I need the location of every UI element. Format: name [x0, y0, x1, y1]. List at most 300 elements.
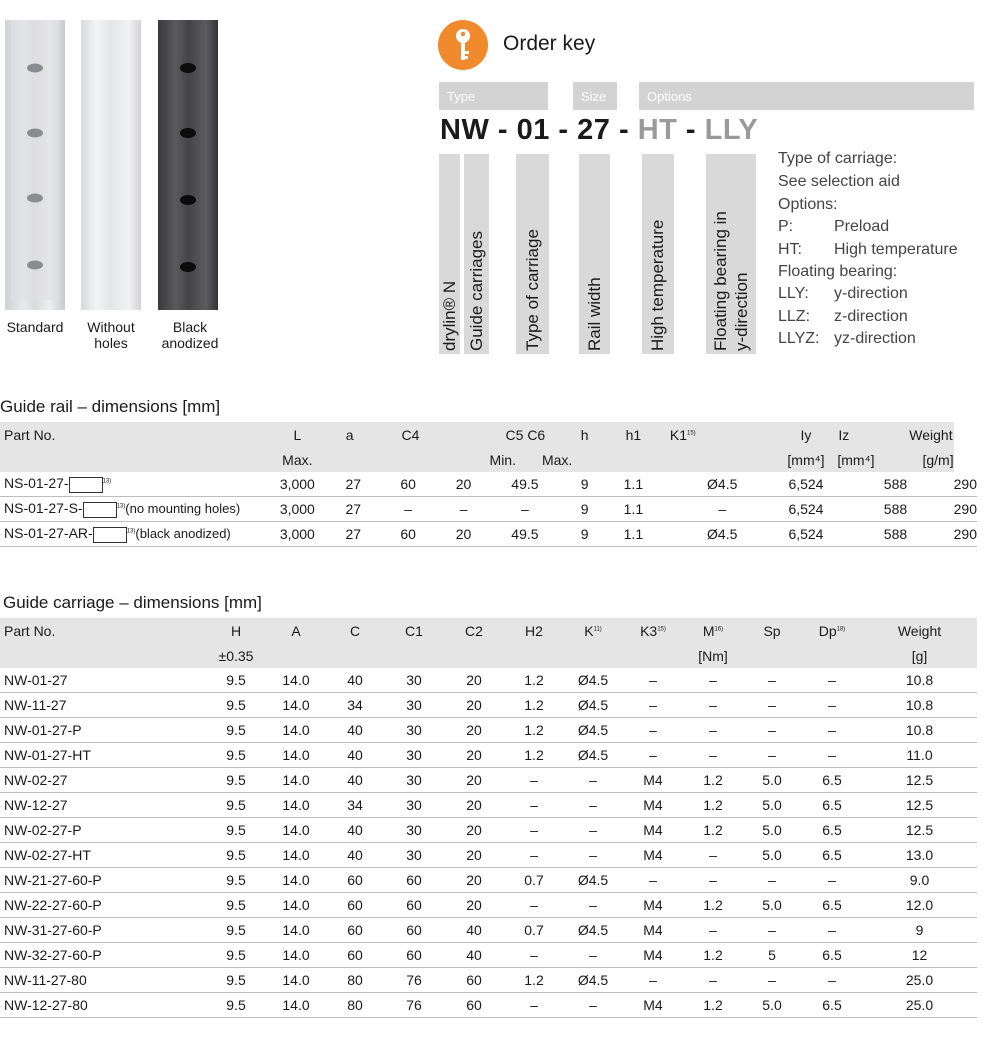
table-cell: 20 [450, 472, 478, 497]
table-cell: – [564, 818, 622, 843]
col-subheader [450, 447, 573, 472]
vlabel-text: Guide carriages [467, 230, 486, 351]
col-header-text: K [584, 622, 594, 639]
part-number: NW-02-27-P [0, 818, 206, 843]
table-cell: – [684, 693, 742, 718]
table-cell: 1.2 [684, 943, 742, 968]
without-holes-rail-graphic [81, 20, 141, 310]
table-cell: 14.0 [266, 743, 326, 768]
table-cell: 30 [384, 793, 444, 818]
rail-label-black-anodized [145, 319, 235, 351]
table-cell: 9.5 [206, 893, 266, 918]
table-cell: 20 [444, 668, 504, 693]
table-cell: 20 [444, 693, 504, 718]
table-cell: 9.5 [206, 843, 266, 868]
table-cell: 20 [444, 718, 504, 743]
legend-line [778, 263, 897, 281]
part-number: NW-22-27-60-P [0, 893, 206, 918]
table-cell: 40 [444, 918, 504, 943]
table-cell: 14.0 [266, 918, 326, 943]
footnote-ref: 16) [714, 625, 724, 632]
col-subheader [742, 643, 802, 668]
table-cell: 5.0 [742, 793, 802, 818]
table-cell: 30 [384, 718, 444, 743]
table-row [0, 943, 977, 968]
table-cell: 14.0 [266, 993, 326, 1018]
table-cell: 14.0 [266, 793, 326, 818]
table-cell: 10.8 [862, 718, 977, 743]
table-row [0, 693, 977, 718]
table-cell: 290 [954, 522, 977, 547]
table-cell: 60 [384, 868, 444, 893]
table-cell: – [564, 768, 622, 793]
table-cell: – [504, 768, 564, 793]
table-cell: 13.0 [862, 843, 977, 868]
table-cell: 80 [326, 993, 384, 1018]
table-cell: 6,524 [775, 522, 838, 547]
table-cell: 14.0 [266, 768, 326, 793]
col-header [266, 618, 326, 643]
table-cell: 80 [326, 968, 384, 993]
col-header [862, 618, 977, 643]
vlabel-text: Rail width [585, 277, 604, 351]
table-cell: 9.5 [206, 918, 266, 943]
table-cell: 9.5 [206, 943, 266, 968]
col-header-text: K1 [669, 426, 687, 443]
table-row [0, 743, 977, 768]
table-cell: 60 [326, 893, 384, 918]
col-header: L [255, 422, 340, 447]
table-cell: – [564, 943, 622, 968]
key-icon [438, 20, 488, 70]
table-cell: 40 [326, 818, 384, 843]
col-header: C5 C6 [450, 422, 573, 447]
order-code [440, 114, 758, 147]
table-cell: 6.5 [802, 943, 862, 968]
table-cell: 76 [384, 993, 444, 1018]
part-number: NW-01-27-P [0, 718, 206, 743]
table-cell: 25.0 [862, 993, 977, 1018]
table-cell: 9.5 [206, 818, 266, 843]
table-cell: 14.0 [266, 843, 326, 868]
code-type: NW [440, 114, 490, 146]
rail-label-line: Standard [6, 319, 64, 335]
legend-key: Type of carriage: [778, 150, 898, 167]
table-cell: 1.2 [504, 668, 564, 693]
table-cell: 20 [444, 818, 504, 843]
part-number: NW-21-27-60-P [0, 868, 206, 893]
part-number: NW-12-27-80 [0, 993, 206, 1018]
table-cell: – [742, 668, 802, 693]
rail-label-line: holes [94, 335, 128, 351]
rail-table-header [0, 422, 977, 447]
code-separator: - [677, 114, 705, 146]
part-number: NW-02-27 [0, 768, 206, 793]
code-separator: - [610, 114, 638, 146]
table-cell: M4 [622, 843, 684, 868]
table-cell: – [742, 693, 802, 718]
col-header: Part No. [0, 422, 255, 447]
table-cell: – [684, 743, 742, 768]
table-cell: – [684, 718, 742, 743]
legend-key: HT: [778, 241, 802, 258]
table-cell: – [450, 497, 478, 522]
order-key-title: Order key [503, 32, 596, 55]
length-input-box [69, 477, 103, 493]
table-cell: 12.5 [862, 818, 977, 843]
col-header [444, 618, 504, 643]
footnote-ref: 11) [593, 625, 602, 632]
col-subheader-text: Max. [541, 451, 573, 468]
footnote-ref: 15) [657, 625, 666, 632]
table-cell: 60 [367, 472, 450, 497]
col-header: h1 [597, 422, 670, 447]
table-cell: 588 [837, 472, 953, 497]
col-header [504, 618, 564, 643]
table-row [0, 793, 977, 818]
table-cell: 5.0 [742, 843, 802, 868]
part-number-cell [0, 522, 255, 547]
table-cell: 34 [326, 793, 384, 818]
table-cell: 6.5 [802, 768, 862, 793]
table-cell: 60 [444, 993, 504, 1018]
table-cell: 9 [862, 918, 977, 943]
table-cell: – [742, 968, 802, 993]
standard-rail-graphic [5, 20, 65, 310]
col-subheader [564, 643, 622, 668]
part-number: NS-01-27- [4, 475, 69, 492]
table-cell: – [802, 968, 862, 993]
table-cell: 60 [444, 968, 504, 993]
legend-key: LLZ: [778, 308, 811, 325]
code-separator: - [489, 114, 517, 146]
col-header [340, 422, 450, 447]
part-number: NS-01-27-AR- [4, 525, 93, 542]
col-header-text: H2 [525, 622, 543, 639]
table-cell: – [684, 968, 742, 993]
part-number: NW-11-27-80 [0, 968, 206, 993]
table-cell: Ø4.5 [564, 868, 622, 893]
legend-line [778, 196, 838, 214]
table-cell: – [684, 843, 742, 868]
table-cell: 40 [326, 743, 384, 768]
table-cell: 6.5 [802, 993, 862, 1018]
col-header-text: K3 [640, 622, 658, 639]
col-header-text: M [702, 622, 715, 639]
footnote-ref: 15) [687, 429, 696, 436]
code-carriage: 01 [516, 114, 550, 146]
col-subheader: [g] [862, 643, 977, 668]
rail-image-black-anodized [158, 20, 218, 310]
legend-key: LLY: [778, 285, 809, 302]
table-cell: 40 [326, 843, 384, 868]
table-cell: – [622, 743, 684, 768]
col-subheader: [mm⁴] [775, 447, 838, 472]
table-cell: – [684, 668, 742, 693]
table-cell: 0.7 [504, 918, 564, 943]
table-cell: Ø4.5 [564, 718, 622, 743]
table-cell: 30 [384, 768, 444, 793]
rail-label-line: Without [87, 319, 135, 335]
table-cell: 20 [444, 868, 504, 893]
table-cell: 9 [572, 522, 597, 547]
table-cell: 5.0 [742, 893, 802, 918]
table-row [0, 868, 977, 893]
table-row [0, 668, 977, 693]
col-header-text: Dp [818, 622, 837, 639]
vlabel-floating-bearing [706, 154, 756, 354]
table-cell: – [564, 893, 622, 918]
table-row [0, 893, 977, 918]
table-cell: 60 [367, 522, 450, 547]
legend-line [778, 330, 916, 348]
col-header-text: C2 [465, 622, 483, 639]
table-cell: 27 [340, 522, 367, 547]
table-cell: 9.5 [206, 668, 266, 693]
col-header-text: Iz [838, 426, 850, 443]
table-cell: M4 [622, 793, 684, 818]
table-cell: 1.2 [684, 793, 742, 818]
legend-key: LLYZ: [778, 330, 820, 347]
table-cell: 11.0 [862, 743, 977, 768]
legend-line [778, 241, 958, 259]
table-cell: 1.2 [504, 743, 564, 768]
table-cell: 6.5 [802, 793, 862, 818]
footnote-ref: 18) [836, 625, 846, 632]
table-cell: Ø4.5 [670, 472, 775, 497]
table-cell: 9.5 [206, 768, 266, 793]
table-cell: – [802, 718, 862, 743]
col-header [0, 618, 206, 643]
col-header: h [572, 422, 597, 447]
table-cell: – [742, 743, 802, 768]
table-cell: 5 [742, 943, 802, 968]
col-subheader [326, 643, 384, 668]
table-cell: 290 [954, 472, 977, 497]
table-cell: 1.2 [684, 893, 742, 918]
table-cell: 3,000 [255, 472, 340, 497]
col-header-text: Part No. [4, 622, 56, 639]
table-cell: 1.2 [684, 768, 742, 793]
table-cell: 27 [340, 497, 367, 522]
rail-label-without-holes [66, 319, 156, 351]
col-subheader [444, 643, 504, 668]
col-header [384, 618, 444, 643]
legend-line [778, 308, 908, 326]
col-header-text: Sp [763, 622, 781, 639]
vlabel-text: Type of carriage [523, 229, 542, 351]
table-row [0, 718, 977, 743]
table-cell: 588 [837, 522, 953, 547]
table-cell: 49.5 [478, 472, 573, 497]
table-row [0, 993, 977, 1018]
col-subheader [504, 643, 564, 668]
table-row [0, 472, 977, 497]
col-subheader [0, 643, 206, 668]
code-size: 27 [577, 114, 611, 146]
rail-table-title: Guide rail – dimensions [mm] [0, 397, 221, 416]
col-subheader: Max. [255, 447, 340, 472]
col-header-text: a [345, 426, 354, 443]
table-cell: 6.5 [802, 893, 862, 918]
vlabel-rail-width [579, 154, 610, 354]
table-cell: M4 [622, 893, 684, 918]
col-header: Iy [775, 422, 838, 447]
table-cell: – [802, 668, 862, 693]
part-number: NW-31-27-60-P [0, 918, 206, 943]
col-header-text: C1 [405, 622, 423, 639]
table-row [0, 522, 977, 547]
legend-line [778, 150, 897, 168]
table-cell: 12.5 [862, 793, 977, 818]
table-cell: M4 [622, 768, 684, 793]
table-cell: 1.2 [684, 993, 742, 1018]
table-cell: 14.0 [266, 693, 326, 718]
part-number: NW-01-27 [0, 668, 206, 693]
col-subheader-text: Min. [489, 451, 516, 468]
table-cell: 60 [384, 893, 444, 918]
vlabel-guide-carriages [464, 154, 489, 354]
col-header-text: H [230, 622, 242, 639]
legend-value: yz-direction [834, 330, 916, 347]
table-cell: – [802, 868, 862, 893]
table-cell: 3,000 [255, 522, 340, 547]
table-cell: 30 [384, 693, 444, 718]
col-header [670, 422, 775, 447]
legend-value: Preload [834, 218, 890, 235]
col-subheader [384, 643, 444, 668]
col-header [564, 618, 622, 643]
rail-image-without-holes [81, 20, 141, 310]
col-subheader [802, 643, 862, 668]
table-cell: – [684, 918, 742, 943]
table-cell: 12 [862, 943, 977, 968]
col-header-text: Weight [909, 426, 953, 443]
table-cell: M4 [622, 993, 684, 1018]
vlabel-text: Floating bearing in [711, 211, 730, 351]
table-cell: 5.0 [742, 993, 802, 1018]
table-cell: 9.5 [206, 793, 266, 818]
table-cell: 14.0 [266, 943, 326, 968]
table-cell: 1.1 [597, 522, 670, 547]
rail-table [0, 422, 977, 547]
table-cell: – [504, 818, 564, 843]
table-cell: 1.1 [597, 472, 670, 497]
table-cell: 1.2 [504, 968, 564, 993]
col-header [837, 422, 953, 447]
size-header: Size [573, 82, 617, 110]
col-header [802, 618, 862, 643]
table-cell: 12.5 [862, 768, 977, 793]
table-row [0, 843, 977, 868]
part-number-cell [0, 497, 255, 522]
table-cell: 1.2 [684, 818, 742, 843]
table-cell: 1.2 [504, 718, 564, 743]
table-cell: 5.0 [742, 818, 802, 843]
legend-line [778, 285, 908, 303]
part-note: (no mounting holes) [125, 501, 241, 517]
table-cell: – [622, 868, 684, 893]
table-cell: 20 [444, 743, 504, 768]
table-cell: 0.7 [504, 868, 564, 893]
table-cell: 20 [450, 522, 478, 547]
footnote-ref: 13) [102, 478, 112, 485]
legend-line [778, 173, 900, 191]
part-number: NS-01-27-S- [4, 500, 83, 517]
table-cell: 40 [444, 943, 504, 968]
table-cell: 10.8 [862, 668, 977, 693]
part-number: NW-12-27 [0, 793, 206, 818]
col-subheader-text: [g/m] [922, 451, 954, 468]
part-number: NW-01-27-HT [0, 743, 206, 768]
table-cell: 49.5 [478, 522, 573, 547]
rail-label-line: anodized [161, 335, 219, 351]
options-header: Options [639, 82, 974, 110]
table-cell: 9.5 [206, 743, 266, 768]
table-cell: – [504, 893, 564, 918]
table-cell: – [742, 918, 802, 943]
legend-key: P: [778, 218, 794, 235]
table-cell: 60 [384, 918, 444, 943]
code-option-ht: HT [637, 114, 678, 146]
table-cell: 9 [572, 472, 597, 497]
table-cell: 14.0 [266, 818, 326, 843]
table-cell: Ø4.5 [670, 522, 775, 547]
table-cell: 60 [326, 943, 384, 968]
table-cell: – [478, 497, 573, 522]
table-cell: 14.0 [266, 718, 326, 743]
table-cell: – [622, 968, 684, 993]
col-subheader [266, 643, 326, 668]
code-option-lly: LLY [704, 114, 759, 146]
table-cell: 30 [384, 818, 444, 843]
vlabel-text: High temperature [648, 219, 667, 351]
length-input-box [93, 527, 127, 543]
table-cell: 9.0 [862, 868, 977, 893]
col-header-text: C [349, 622, 361, 639]
part-number: NW-02-27-HT [0, 843, 206, 868]
table-cell: – [504, 943, 564, 968]
table-cell: – [504, 793, 564, 818]
carriage-table [0, 618, 977, 1018]
table-cell: M4 [622, 818, 684, 843]
table-cell: 40 [326, 718, 384, 743]
table-cell: 6.5 [802, 818, 862, 843]
table-cell: 40 [326, 668, 384, 693]
table-cell: – [684, 868, 742, 893]
legend-value: z-direction [834, 308, 908, 325]
table-row [0, 818, 977, 843]
table-cell: – [564, 793, 622, 818]
table-cell: Ø4.5 [564, 743, 622, 768]
table-cell: – [802, 743, 862, 768]
table-cell: 6,524 [775, 472, 838, 497]
col-subheader [837, 447, 953, 472]
table-cell: – [802, 693, 862, 718]
table-cell: M4 [622, 943, 684, 968]
vlabel-drylin [439, 154, 460, 354]
table-cell: 30 [384, 668, 444, 693]
col-header-text: C4 [401, 426, 420, 443]
table-cell: 290 [954, 497, 977, 522]
code-separator: - [549, 114, 578, 146]
table-cell: 14.0 [266, 968, 326, 993]
vlabel-text: y-direction [732, 272, 751, 351]
col-subheader: ±0.35 [206, 643, 266, 668]
table-cell: 6.5 [802, 843, 862, 868]
rail-label-line: Black [172, 319, 208, 335]
table-cell: 34 [326, 693, 384, 718]
